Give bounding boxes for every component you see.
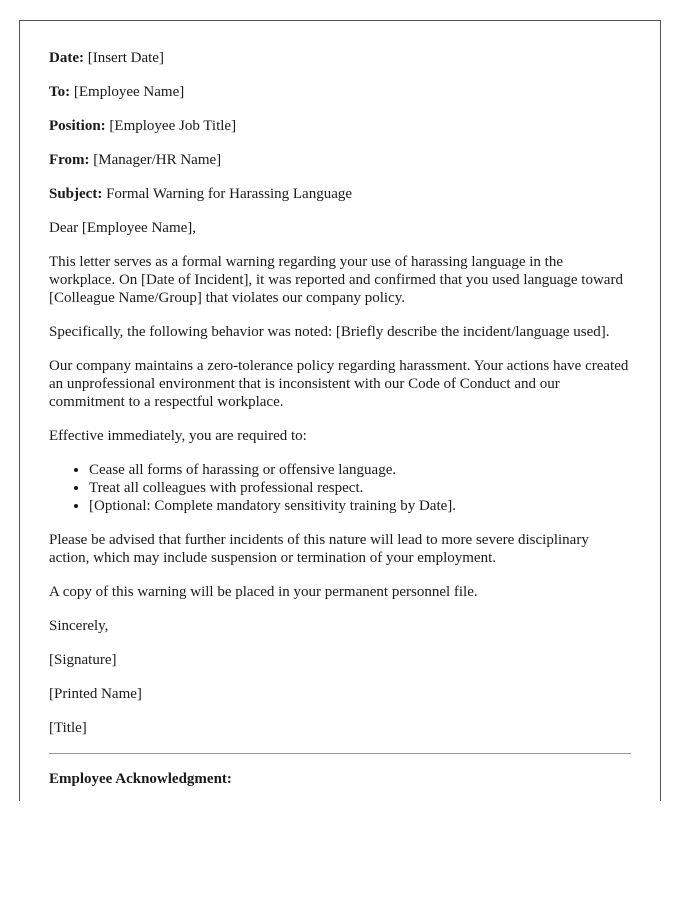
to-label: To: [49, 84, 71, 100]
from-label: From: [49, 152, 90, 168]
section-divider [49, 753, 631, 754]
body-paragraph-4: Please be advised that further incidents of this nature will lead to more severe disciplinary action, which may include suspension or termination of your employment. [49, 532, 589, 566]
body-paragraph-3: Our company maintains a zero-tolerance policy regarding harassment. Your actions have created an unprofessional environment that is inconsistent with our Code of Conduct and our commitment to a respectful workplace. [49, 358, 629, 410]
position-line [49, 117, 631, 135]
to-line [49, 83, 631, 101]
salutation: Dear [Employee Name], [49, 220, 197, 236]
title-placeholder: [Title] [49, 720, 87, 736]
date-label: Date: [49, 50, 84, 66]
body-paragraph-5: A copy of this warning will be placed in your permanent personnel file. [49, 584, 478, 600]
warning-letter [19, 20, 661, 801]
list-item: • Treat all colleagues with professional respect. [89, 479, 631, 497]
acknowledgment-heading: Employee Acknowledgment: [49, 771, 232, 787]
valediction: Sincerely, [49, 618, 109, 634]
position-value: [Employee Job Title] [109, 118, 237, 134]
from-line [49, 151, 631, 169]
signature-placeholder: [Signature] [49, 652, 117, 668]
to-value: [Employee Name] [73, 84, 185, 100]
position-label: Position: [49, 118, 106, 134]
body-paragraph-1: This letter serves as a formal warning regarding your use of harassing language in the workplace. On [Date of Incident], it was reported and confirmed that you used language toward [Colleague Name/Group] that violates our company policy. [49, 254, 623, 306]
requirements-list [49, 461, 631, 515]
subject-line [49, 185, 631, 203]
list-item: • [Optional: Complete mandatory sensitivity training by Date]. [89, 497, 631, 515]
subject-value: Formal Warning for Harassing Language [106, 186, 353, 202]
list-item: • Cease all forms of harassing or offensive language. [89, 461, 631, 479]
date-line [49, 49, 631, 67]
requirements-intro: Effective immediately, you are required to: [49, 428, 307, 444]
printed-name-placeholder: [Printed Name] [49, 686, 142, 702]
date-value: [Insert Date] [87, 50, 164, 66]
from-value: [Manager/HR Name] [93, 152, 222, 168]
body-paragraph-2: Specifically, the following behavior was noted: [Briefly describe the incident/language used]. [49, 324, 610, 340]
subject-label: Subject: [49, 186, 103, 202]
